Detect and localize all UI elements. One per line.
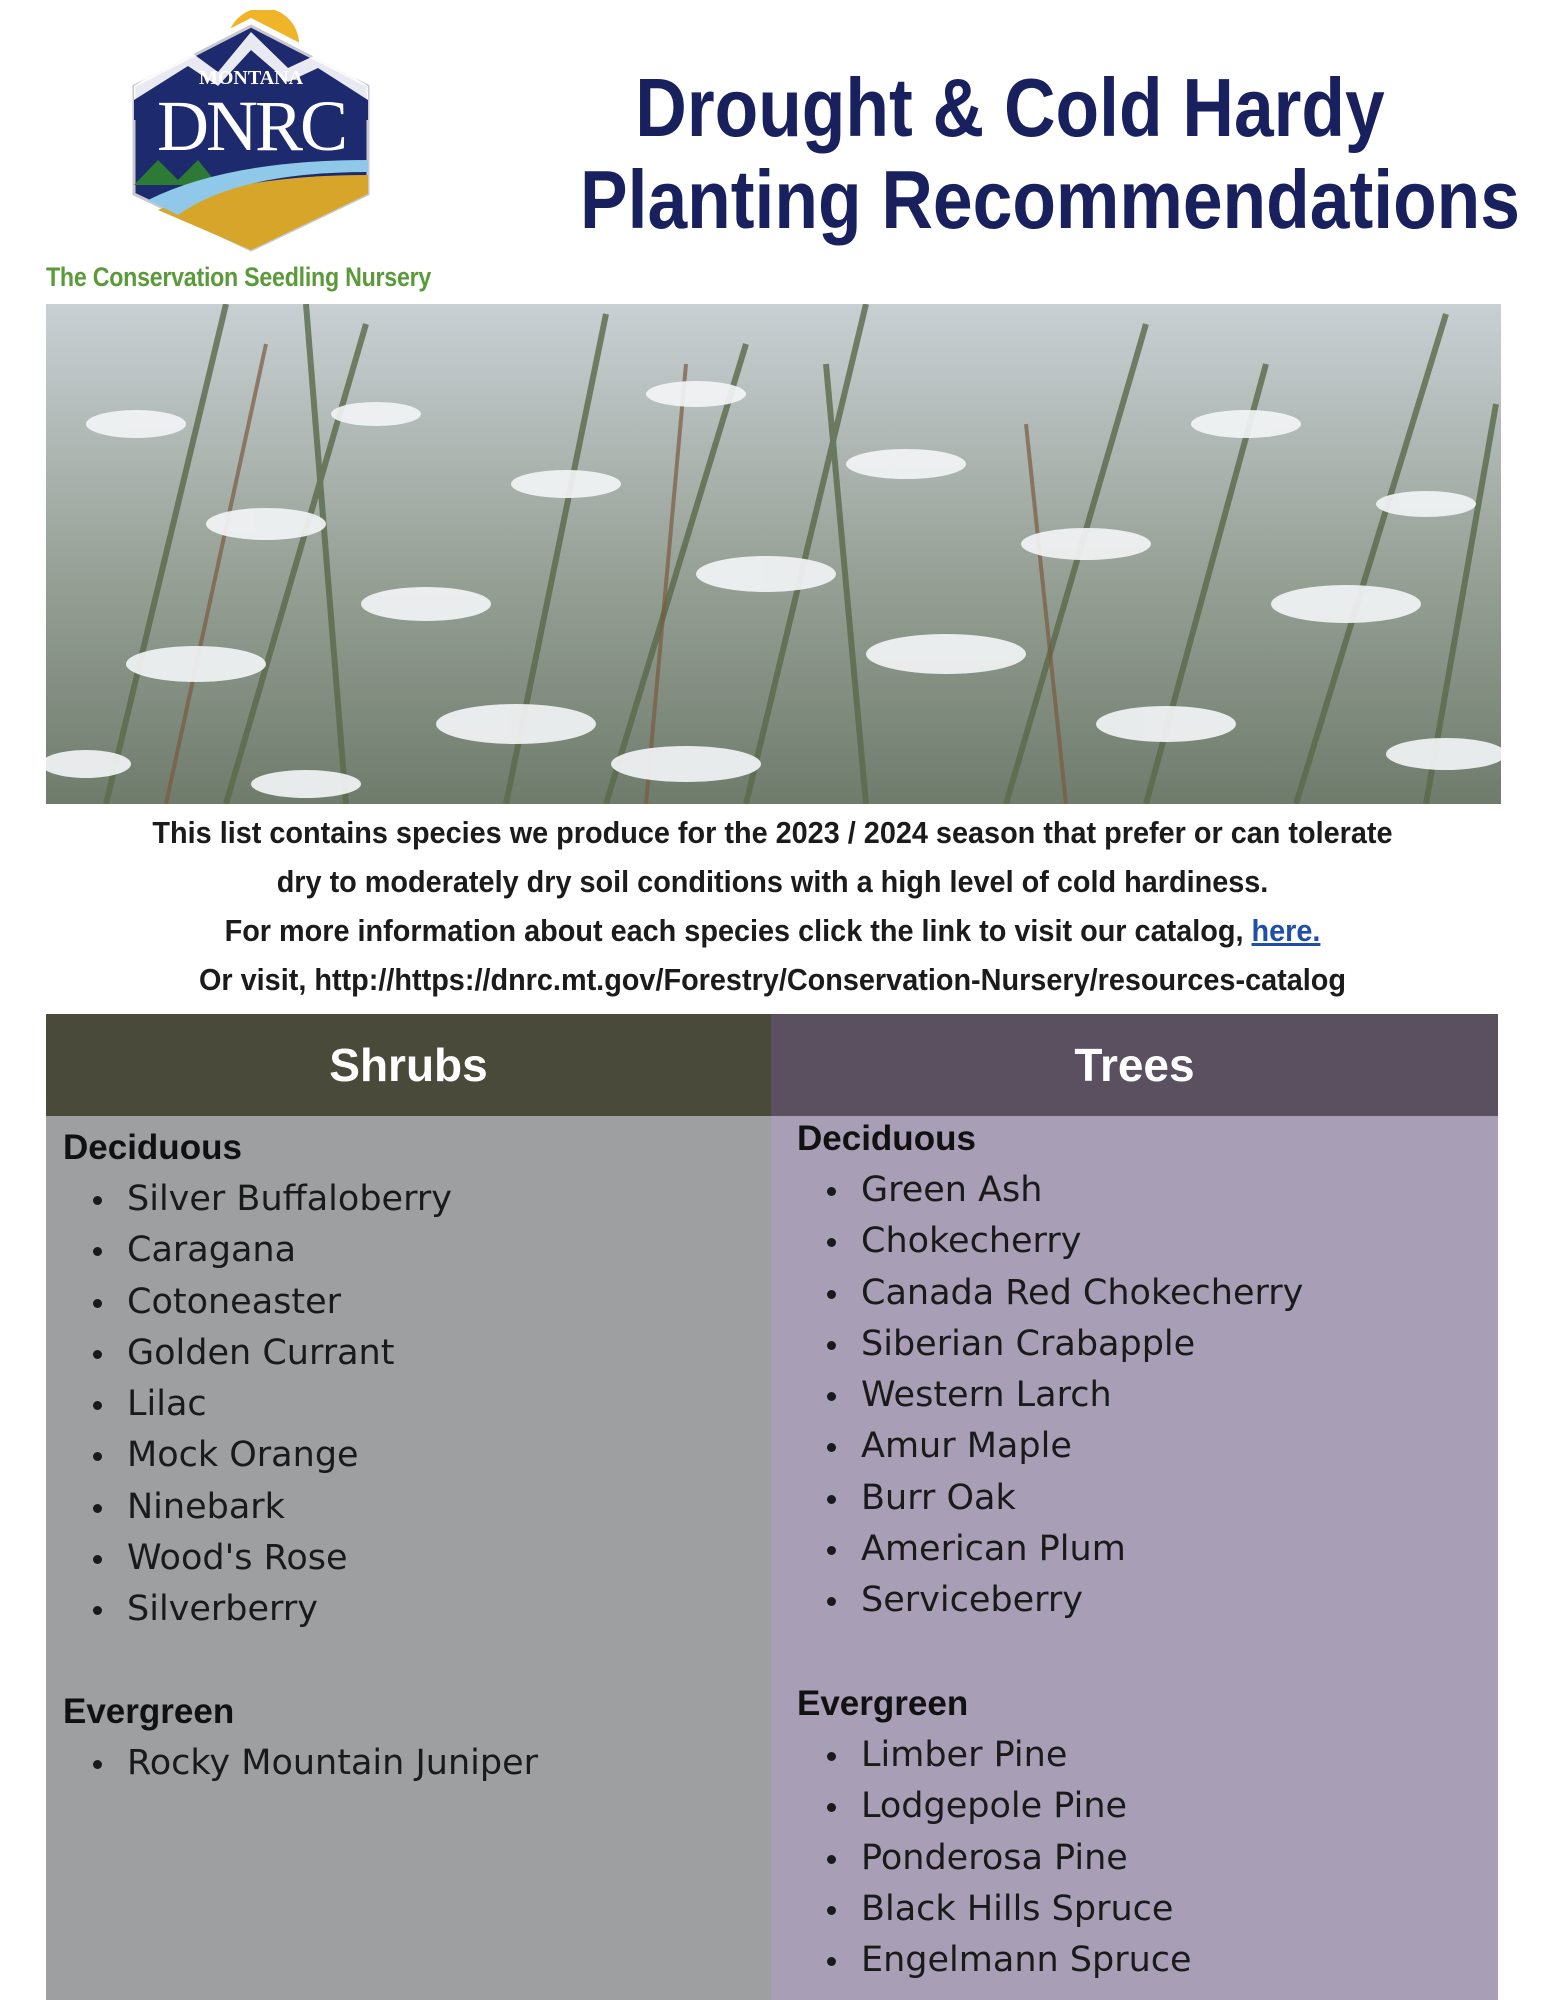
shrubs-evergreen-list (63, 1738, 538, 1789)
title-line-2: Planting Recommendations (580, 153, 1520, 246)
shrubs-column (46, 1014, 771, 2000)
shrubs-evergreen-group (63, 1690, 538, 1789)
list-item: American Plum (797, 1524, 1303, 1575)
intro-line-3 (82, 906, 1463, 955)
list-item: Western Larch (797, 1370, 1303, 1421)
trees-deciduous-list (797, 1165, 1303, 1627)
list-item: Engelmann Spruce (797, 1935, 1192, 1986)
nursery-name: The Conservation Seedling Nursery (46, 262, 432, 292)
list-item: Green Ash (797, 1165, 1303, 1216)
list-item: Silverberry (63, 1584, 452, 1635)
intro-line-1: This list contains species we produce for the 2023 / 2024 season that prefer or can tolerate (152, 815, 1393, 850)
trees-evergreen-title: Evergreen (797, 1684, 969, 1723)
intro-line-3-text: For more information about each species click the link to visit our catalog, (224, 913, 1252, 948)
title-line-1: Drought & Cold Hardy (635, 61, 1385, 154)
trees-heading: Trees (771, 1014, 1498, 1116)
list-item: Wood's Rose (63, 1533, 452, 1584)
trees-evergreen-list (797, 1730, 1192, 1986)
intro-text (30, 808, 1515, 1004)
shrubs-deciduous-title: Deciduous (63, 1128, 242, 1167)
shrubs-heading: Shrubs (46, 1014, 771, 1116)
list-item: Caragana (63, 1225, 452, 1276)
list-item: Golden Currant (63, 1328, 452, 1379)
list-item: Limber Pine (797, 1730, 1192, 1781)
shrubs-evergreen-title: Evergreen (63, 1692, 235, 1731)
list-item: Chokecherry (797, 1216, 1303, 1267)
list-item: Ninebark (63, 1482, 452, 1533)
list-item: Lodgepole Pine (797, 1781, 1192, 1832)
list-item: Lilac (63, 1379, 452, 1430)
shrubs-deciduous-group (63, 1126, 452, 1636)
trees-deciduous-group (797, 1117, 1303, 1627)
list-item: Silver Buffaloberry (63, 1174, 452, 1225)
list-item: Mock Orange (63, 1430, 452, 1481)
list-item: Rocky Mountain Juniper (63, 1738, 538, 1789)
trees-evergreen-group (797, 1682, 1192, 1986)
trees-column (771, 1014, 1498, 2000)
list-item: Serviceberry (797, 1575, 1303, 1626)
shrubs-deciduous-list (63, 1174, 452, 1636)
list-item: Amur Maple (797, 1421, 1303, 1472)
catalog-link[interactable]: here. (1251, 913, 1321, 948)
list-item: Cotoneaster (63, 1277, 452, 1328)
list-item: Siberian Crabapple (797, 1319, 1303, 1370)
logo-main-text: DNRC (156, 86, 346, 166)
logo-top-text: MONTANA (198, 67, 304, 89)
list-item: Canada Red Chokecherry (797, 1268, 1303, 1319)
page-title (510, 61, 1520, 246)
trees-deciduous-title: Deciduous (797, 1119, 976, 1158)
montana-dnrc-logo (118, 10, 384, 260)
list-item: Black Hills Spruce (797, 1884, 1192, 1935)
list-item: Burr Oak (797, 1473, 1303, 1524)
list-item: Ponderosa Pine (797, 1833, 1192, 1884)
intro-line-2: dry to moderately dry soil conditions with a high level of cold hardiness. (276, 864, 1269, 899)
intro-line-4: Or visit, http://https://dnrc.mt.gov/Forestry/Conservation-Nursery/resources-catalog (198, 962, 1347, 997)
species-table (46, 1014, 1498, 2000)
snowy-juniper-photo (46, 304, 1501, 804)
